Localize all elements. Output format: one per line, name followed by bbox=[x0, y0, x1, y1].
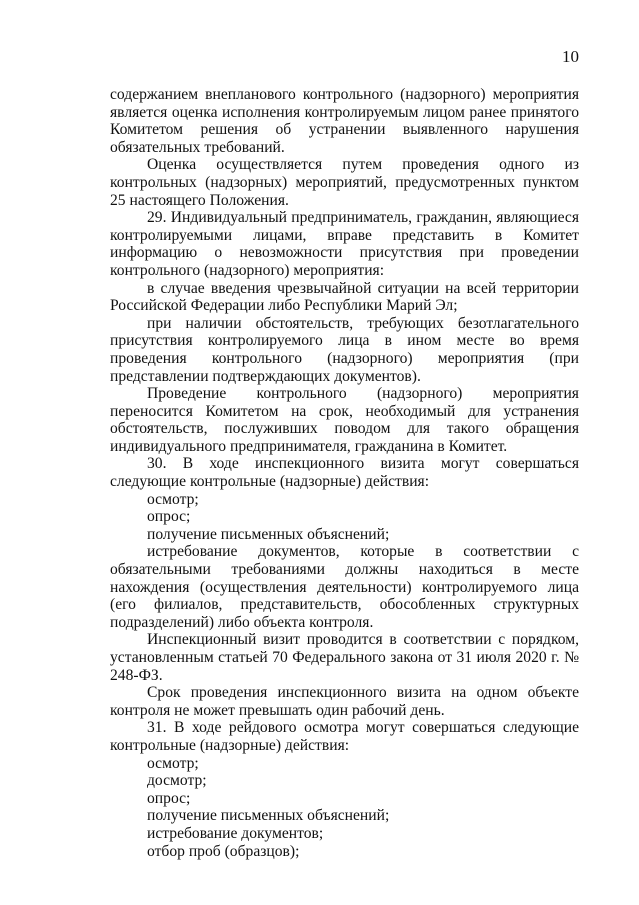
paragraph: истребование документов; bbox=[147, 824, 324, 842]
paragraph: получение письменных объяснений; bbox=[147, 807, 390, 825]
paragraph: отбор проб (образцов); bbox=[147, 842, 300, 860]
paragraph: при наличии обстоятельств, требующих безотлагательного присутствия контролируемого лица в ином месте во время проведения контрольного (надзорного) мероприятия (при представлении подтверждающих документов). bbox=[110, 314, 579, 385]
paragraph: в случае введения чрезвычайной ситуации на всей территории Российской Федерации либо Республики Марий Эл; bbox=[110, 279, 579, 315]
paragraph: Проведение контрольного (надзорного) мероприятия переносится Комитетом на срок, необходимый для устранения обстоятельств, послуживших поводом для такого обращения индивидуального предпринимателя, гражданина в Комитет. bbox=[110, 385, 579, 455]
paragraph: Инспекционный визит проводится в соответствии с порядком, установленным статьей 70 Федерального закона от 31 июля 2020 г. № 248-ФЗ. bbox=[110, 631, 579, 684]
paragraph: Срок проведения инспекционного визита на одном объекте контроля не может превышать один рабочий день. bbox=[110, 684, 579, 719]
paragraph: получение письменных объяснений; bbox=[147, 525, 390, 543]
paragraph: истребование документов, которые в соответствии с обязательными требованиями должны находиться в месте нахождения (осуществления деятельности) контролируемого лица (его филиалов, представительств, обособленных структурных подразделений) либо объекта контроля. bbox=[110, 543, 579, 631]
document-body bbox=[110, 86, 579, 860]
paragraph: осмотр; bbox=[147, 754, 199, 772]
paragraph: Оценка осуществляется путем проведения одного из контрольных (надзорных) мероприятий, предусмотренных пунктом 25 настоящего Положения. bbox=[110, 156, 579, 209]
page-number: 10 bbox=[562, 47, 579, 66]
paragraph: 30. В ходе инспекционного визита могут совершаться следующие контрольные (надзорные) действия: bbox=[110, 455, 579, 491]
paragraph: 29. Индивидуальный предприниматель, гражданин, являющиеся контролируемыми лицами, вправе представить в Комитет информацию о невозможности присутствия при проведении контрольного (надзорного) мероприятия: bbox=[110, 209, 579, 279]
paragraph: досмотр; bbox=[147, 772, 207, 790]
paragraph: содержанием внепланового контрольного (надзорного) мероприятия является оценка исполнения контролируемым лицом ранее принятого Комитетом решения об устранении выявленного нарушения обязательных требований. bbox=[110, 86, 579, 156]
paragraph: опрос; bbox=[147, 508, 191, 526]
paragraph: осмотр; bbox=[147, 490, 199, 508]
paragraph: 31. В ходе рейдового осмотра могут совершаться следующие контрольные (надзорные) действия: bbox=[110, 719, 579, 754]
paragraph: опрос; bbox=[147, 789, 191, 807]
